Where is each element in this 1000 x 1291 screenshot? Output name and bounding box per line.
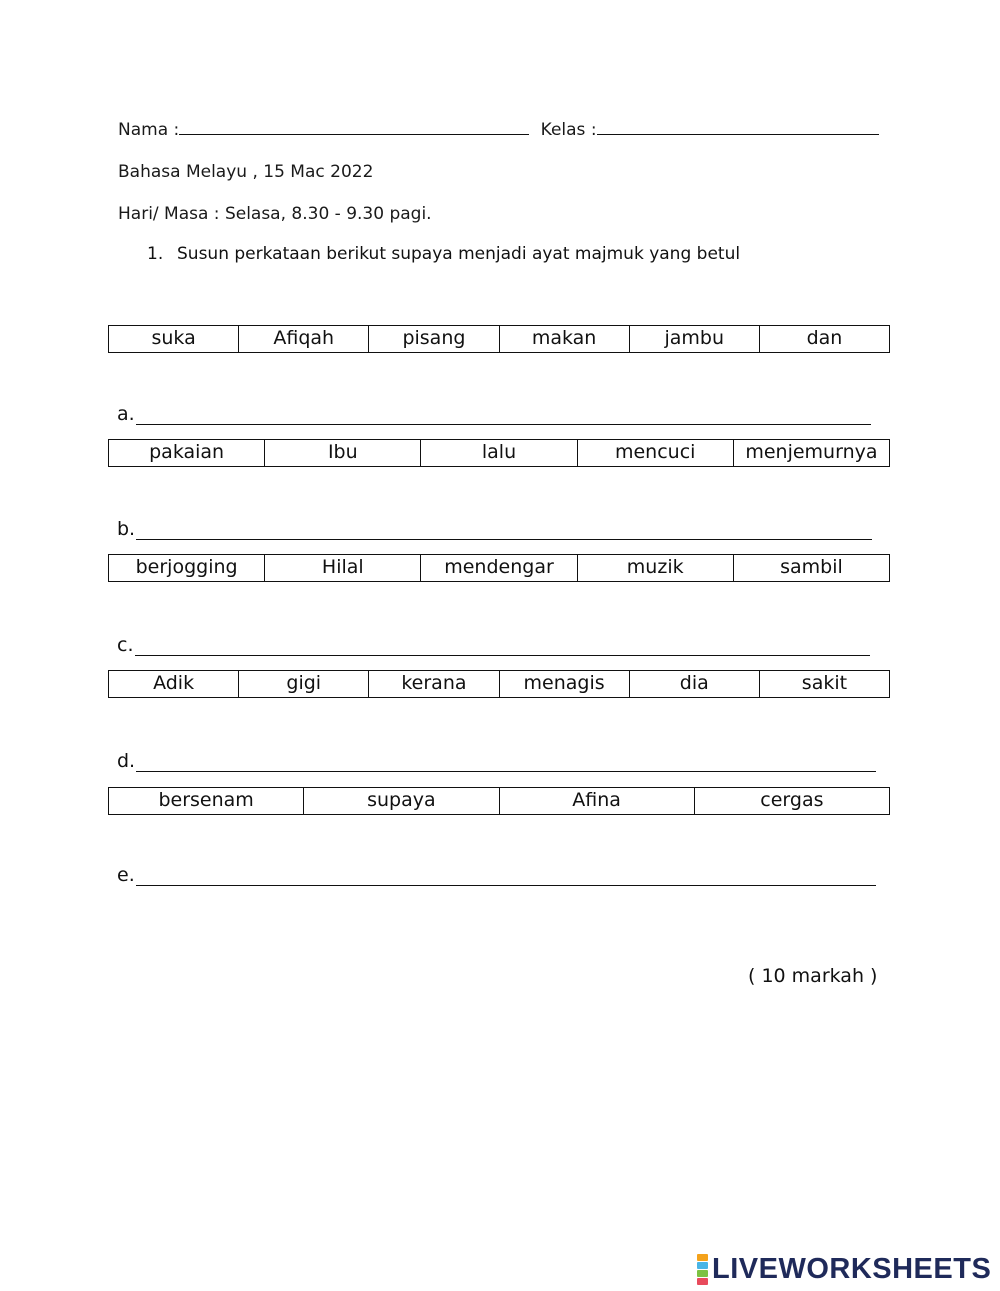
day-time: Hari/ Masa : Selasa, 8.30 - 9.30 pagi. (118, 204, 432, 224)
answer-letter: a. (117, 403, 135, 425)
answer-letter: d. (117, 750, 136, 772)
kelas-blank[interactable] (597, 120, 879, 135)
word-cell[interactable]: pakaian (109, 440, 265, 466)
answer-letter: c. (117, 634, 134, 656)
word-cell[interactable]: berjogging (109, 555, 265, 581)
word-cell[interactable]: sakit (801, 672, 848, 694)
word-cell[interactable]: menagis (500, 671, 630, 697)
word-cell[interactable]: sambil (780, 556, 843, 578)
word-cell[interactable]: gigi (239, 671, 369, 697)
nama-blank[interactable] (179, 120, 529, 135)
word-cell[interactable]: suka (109, 326, 239, 352)
question-instruction (147, 244, 740, 264)
answer-input[interactable] (136, 406, 871, 425)
answer-letter: b. (117, 518, 136, 540)
word-cell[interactable]: dia (630, 671, 760, 697)
word-cell[interactable]: jambu (630, 326, 760, 352)
word-cell[interactable]: lalu (421, 440, 577, 466)
word-box-row-c (108, 554, 890, 582)
name-class-line (118, 120, 879, 140)
word-cell[interactable]: menjemurnya (745, 441, 878, 463)
word-box-row-a (108, 325, 890, 353)
subject-date: Bahasa Melayu , 15 Mac 2022 (118, 162, 374, 182)
word-box-row-e (108, 787, 890, 815)
answer-line-d (117, 744, 876, 772)
word-cell[interactable]: mendengar (421, 555, 577, 581)
answer-line-b (117, 512, 872, 540)
answer-input[interactable] (136, 867, 876, 886)
word-cell[interactable]: pisang (369, 326, 499, 352)
word-cell[interactable]: makan (500, 326, 630, 352)
kelas-label: Kelas : (540, 120, 597, 140)
logo-blocks-icon (697, 1254, 708, 1285)
word-cell[interactable]: dan (806, 327, 843, 349)
word-box-row-b (108, 439, 890, 467)
answer-input[interactable] (136, 521, 872, 540)
question-number: 1. (147, 244, 164, 264)
word-cell[interactable]: Ibu (265, 440, 421, 466)
answer-line-a (117, 397, 871, 425)
total-marks: ( 10 markah ) (748, 965, 878, 987)
word-cell[interactable]: Hilal (265, 555, 421, 581)
word-cell[interactable]: supaya (304, 788, 499, 814)
word-cell[interactable]: cergas (760, 789, 824, 811)
word-cell[interactable]: Afiqah (239, 326, 369, 352)
word-cell[interactable]: mencuci (578, 440, 734, 466)
answer-input[interactable] (136, 753, 876, 772)
nama-label: Nama : (118, 120, 180, 140)
answer-letter: e. (117, 864, 135, 886)
word-cell[interactable]: Afina (500, 788, 695, 814)
answer-line-e (117, 858, 876, 886)
question-text: Susun perkataan berikut supaya menjadi ayat majmuk yang betul (177, 244, 741, 264)
answer-input[interactable] (135, 637, 870, 656)
logo-wordmark: LIVEWORKSHEETS (712, 1252, 992, 1285)
answer-line-c (117, 628, 870, 656)
word-cell[interactable]: muzik (578, 555, 734, 581)
word-cell[interactable]: Adik (109, 671, 239, 697)
liveworksheets-logo (697, 1254, 991, 1284)
word-box-row-d (108, 670, 890, 698)
word-cell[interactable]: kerana (369, 671, 499, 697)
word-cell[interactable]: bersenam (109, 788, 304, 814)
